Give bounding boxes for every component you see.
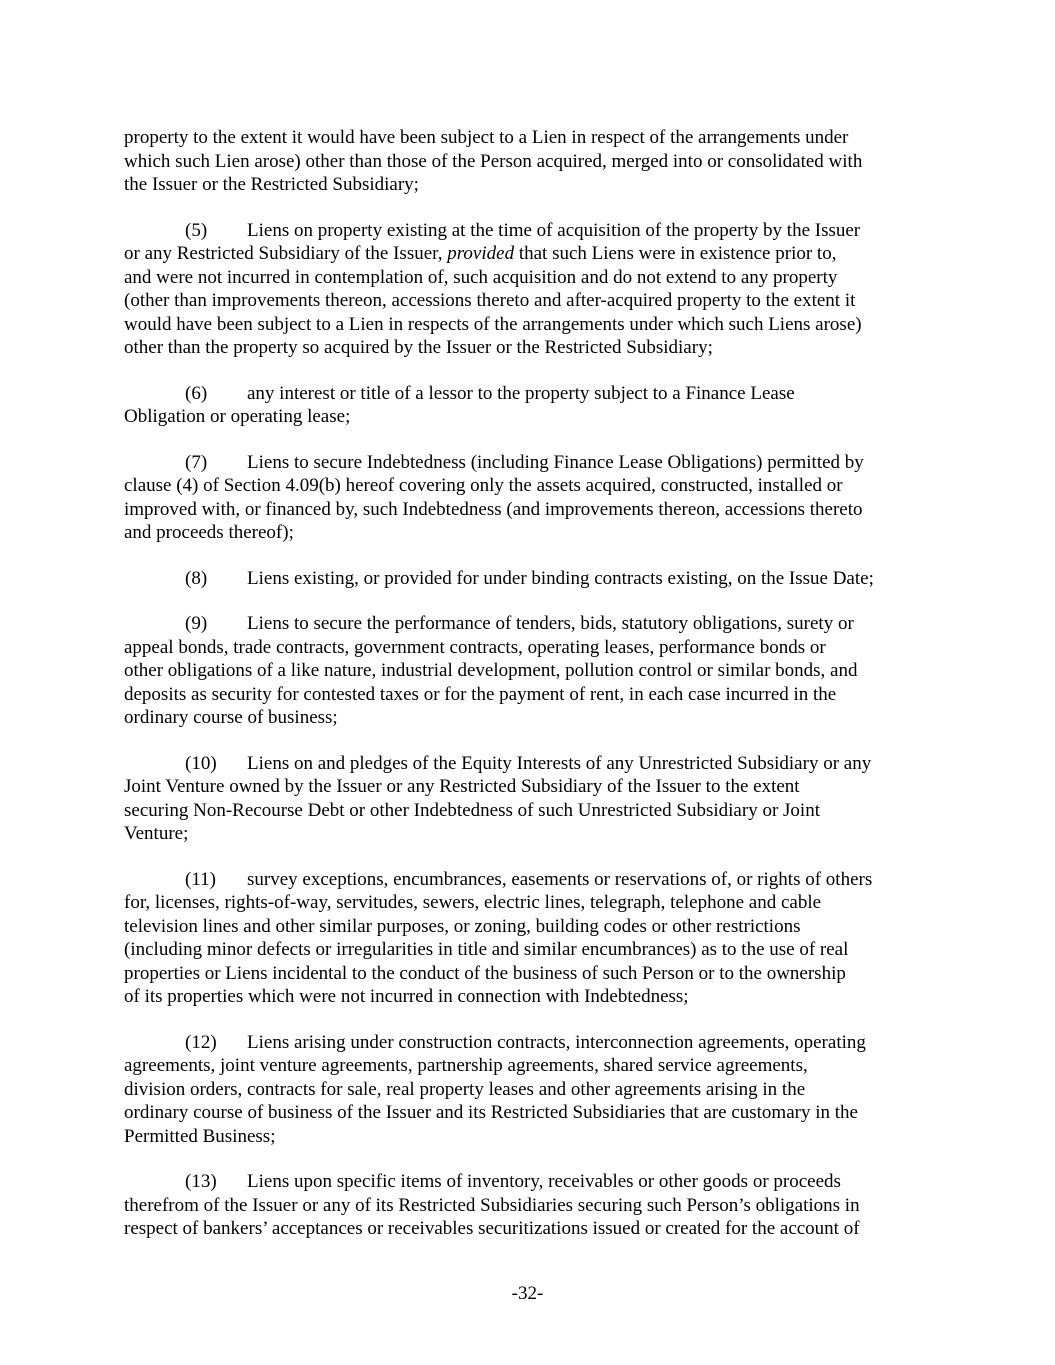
text-line: for, licenses, rights-of-way, servitudes, sewers, electric lines, telegraph, telephone and cable — [124, 892, 822, 913]
text-line: ordinary course of business of the Issuer and its Restricted Subsidiaries that are customary in the — [124, 1102, 858, 1123]
text-line: Liens arising under construction contracts, interconnection agreements, operating — [247, 1031, 866, 1053]
page-number: -32- — [511, 1283, 544, 1304]
text-line: division orders, contracts for sale, real property leases and other agreements arising in the — [124, 1078, 806, 1100]
clause-number: (7) — [185, 451, 208, 473]
text-line: therefrom of the Issuer or any of its Restricted Subsidiaries securing such Person’s obligations in — [124, 1194, 860, 1216]
text-line: Liens upon specific items of inventory, receivables or other goods or proceeds — [247, 1171, 841, 1192]
text-line: survey exceptions, encumbrances, easements or reservations of, or rights of others — [247, 868, 873, 890]
text-line: the Issuer or the Restricted Subsidiary; — [124, 174, 419, 195]
clause-number: (6) — [185, 382, 208, 404]
text-line: television lines and other similar purposes, or zoning, building codes or other restrictions — [124, 915, 801, 937]
text-line: Venture; — [124, 823, 189, 844]
clause-6 — [124, 382, 934, 429]
clause-12 — [124, 1031, 934, 1149]
text-line: Joint Venture owned by the Issuer or any Restricted Subsidiary of the Issuer to the extent — [124, 776, 800, 797]
text-line: ordinary course of business; — [124, 707, 338, 728]
document-body — [124, 126, 934, 1263]
text-line: property to the extent it would have been subject to a Lien in respect of the arrangements under — [124, 127, 849, 148]
clause-7 — [124, 451, 934, 545]
text-line: properties or Liens incidental to the conduct of the business of such Person or to the ownership — [124, 962, 846, 984]
text-line: (other than improvements thereon, accessions thereto and after-acquired property to the extent it — [124, 290, 856, 311]
text-line: and proceeds thereof); — [124, 522, 294, 543]
clause-13 — [124, 1170, 934, 1241]
text-line: other obligations of a like nature, industrial development, pollution control or similar bonds, and — [124, 660, 858, 681]
text-line: would have been subject to a Lien in respects of the arrangements under which such Liens arose) — [124, 313, 862, 335]
text-line: Liens existing, or provided for under binding contracts existing, on the Issue Date; — [247, 567, 874, 589]
text-line: and were not incurred in contemplation of, such acquisition and do not extend to any property — [124, 266, 838, 288]
text-line: Liens to secure Indebtedness (including Finance Lease Obligations) permitted by — [247, 451, 864, 473]
clause-number: (12) — [185, 1031, 217, 1053]
clause-number: (11) — [185, 868, 216, 890]
text-line: Liens to secure the performance of tenders, bids, statutory obligations, surety or — [247, 613, 854, 634]
clause-11 — [124, 868, 934, 1009]
paragraph-continuation — [124, 126, 934, 197]
text-line: appeal bonds, trade contracts, government contracts, operating leases, performance bonds or — [124, 636, 826, 658]
clause-8 — [124, 567, 934, 591]
text-line: other than the property so acquired by the Issuer or the Restricted Subsidiary; — [124, 337, 713, 358]
text-line: deposits as security for contested taxes or for the payment of rent, in each case incurred in the — [124, 683, 837, 705]
text-line: Liens on and pledges of the Equity Interests of any Unrestricted Subsidiary or any — [247, 752, 872, 774]
text-line: clause (4) of Section 4.09(b) hereof covering only the assets acquired, constructed, installed or — [124, 475, 843, 496]
clause-10 — [124, 752, 934, 846]
clause-number: (9) — [185, 613, 208, 634]
clause-number: (13) — [185, 1171, 217, 1192]
text-line: Permitted Business; — [124, 1125, 276, 1147]
text-line: which such Lien arose) other than those of the Person acquired, merged into or consolidated with — [124, 150, 863, 172]
clause-number: (10) — [185, 752, 217, 774]
text-line: Obligation or operating lease; — [124, 406, 351, 427]
clause-number: (8) — [185, 567, 208, 589]
text-line: respect of bankers’ acceptances or receivables securitizations issued or created for the account of — [124, 1218, 860, 1239]
text-line: of its properties which were not incurred in connection with Indebtedness; — [124, 986, 689, 1007]
text-line: any interest or title of a lessor to the property subject to a Finance Lease — [247, 382, 795, 404]
clause-number: (5) — [185, 219, 208, 241]
text-line: agreements, joint venture agreements, partnership agreements, shared service agreements, — [124, 1055, 808, 1076]
text-line: securing Non-Recourse Debt or other Indebtedness of such Unrestricted Subsidiary or Joint — [124, 799, 820, 821]
text-line: improved with, or financed by, such Indebtedness (and improvements thereon, accessions thereto — [124, 498, 863, 520]
clause-5 — [124, 219, 934, 360]
text-line: or any Restricted Subsidiary of the Issuer, provided that such Liens were in existence prior to, — [124, 243, 837, 264]
text-line: Liens on property existing at the time of acquisition of the property by the Issuer — [247, 219, 861, 241]
clause-9 — [124, 612, 934, 730]
text-line: (including minor defects or irregularities in title and similar encumbrances) as to the use of real — [124, 939, 849, 960]
